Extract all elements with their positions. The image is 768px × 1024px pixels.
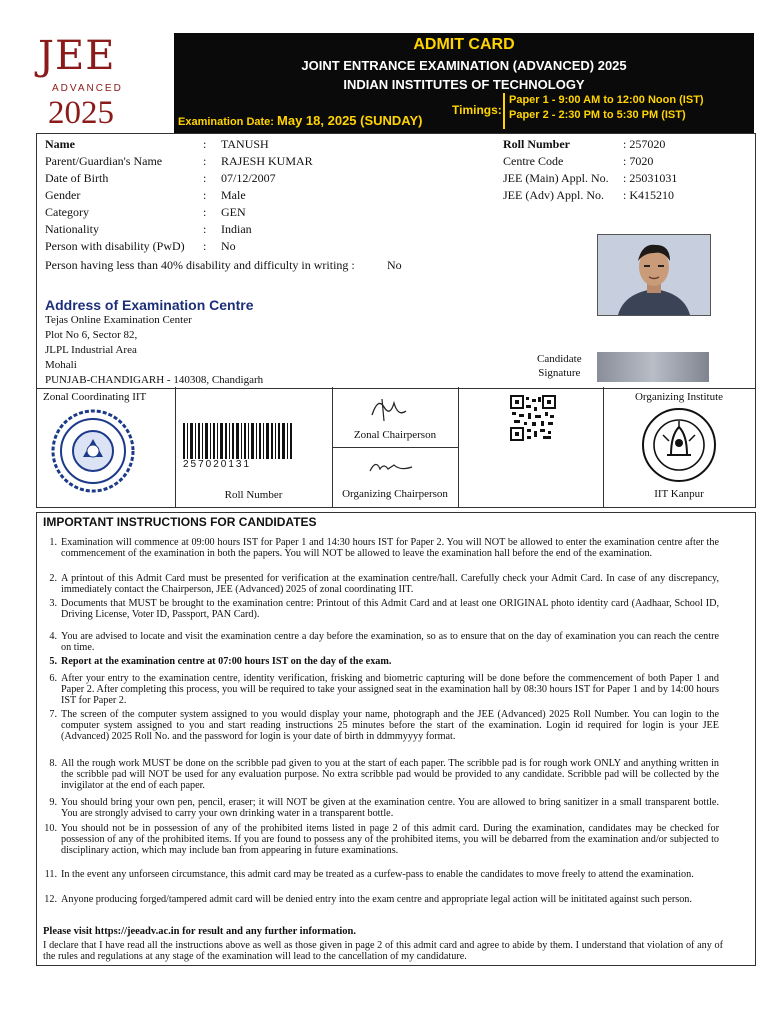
person-photo-icon [598, 235, 710, 315]
qr-code-icon [510, 395, 556, 441]
category-label: Category [45, 205, 89, 219]
instruction-item: 5. Report at the examination centre at 07:00 hours IST on the day of the exam. [49, 656, 392, 667]
exam-name: JOINT ENTRANCE EXAMINATION (ADVANCED) 2025 [301, 58, 627, 73]
colon: : [203, 171, 207, 185]
jee-adv-appl-value: : K415210 [623, 188, 674, 202]
exam-date [178, 113, 423, 128]
instruction-item: 2. A printout of this Admit Card must be presented for verification at the examination centre/hall. Carefully check your Admit Card. In case of any discrepancy, immediately contact the Chairperson, JEE (Advanced) 2025 of zonal coordinating IIT. [49, 573, 719, 595]
address-line: Tejas Online Examination Center [45, 314, 192, 326]
visit-website-line: Please visit https://jeeadv.ac.in for result and any further information. [43, 926, 356, 937]
candidate-details [36, 133, 756, 389]
institutes-name: INDIAN INSTITUTES OF TECHNOLOGY [343, 77, 585, 92]
jee-main-appl-label: JEE (Main) Appl. No. [503, 171, 609, 185]
category-value: GEN [221, 205, 246, 219]
instruction-item: 4. You are advised to locate and visit the examination centre a day before the examination, so as to ensure that on the day of examination you can reach the centre on time. [49, 631, 719, 653]
zonal-iit-label: Zonal Coordinating IIT [43, 391, 147, 403]
barcode-icon [183, 423, 293, 459]
centre-code-value: : 7020 [623, 154, 654, 168]
dob-value: 07/12/2007 [221, 171, 276, 185]
writing-difficulty-value: No [387, 258, 402, 272]
pwd-value: No [221, 239, 236, 253]
colon: : [203, 154, 207, 168]
authority-row [36, 387, 756, 508]
instructions-title: IMPORTANT INSTRUCTIONS FOR CANDIDATES [43, 515, 317, 529]
instructions-section [36, 512, 756, 966]
roll-value: : 257020 [623, 137, 666, 151]
roll-barcode-cell [175, 387, 333, 507]
qr-code-cell [458, 387, 604, 507]
colon: : [203, 205, 207, 219]
jee-main-appl-value: : 25031031 [623, 171, 678, 185]
declaration-text: I declare that I have read all the instructions above as well as those given in page 2 of this admit card and agree to abide by them. I understand that violation of any of the rules and regulations at any stage of the examination will lead to the cancellation of my candidature. [43, 940, 723, 962]
candidate-signature-label [537, 352, 582, 380]
parent-value: RAJESH KUMAR [221, 154, 313, 168]
organizing-chairperson-signature-icon [368, 457, 414, 477]
candidate-signature [597, 352, 709, 382]
logo-advanced-text: ADVANCED [52, 83, 123, 94]
iit-ropar-seal-icon [51, 409, 135, 493]
paper2-timing: Paper 2 - 2:30 PM to 5:30 PM (IST) [509, 109, 686, 121]
address-line: Mohali [45, 359, 77, 371]
nationality-label: Nationality [45, 222, 99, 236]
iit-kanpur-seal-icon [641, 407, 717, 483]
nationality-value: Indian [221, 222, 252, 236]
admit-card-title: ADMIT CARD [413, 36, 515, 53]
signature-label-text: Candidate Signature [537, 353, 582, 379]
organizing-institute-cell [603, 387, 755, 507]
instruction-item: 9. You should bring your own pen, pencil, eraser; it will NOT be given at the examination centre. You are allowed to bring sanitizer in a small transparent bottle. You are strongly advised to carry your own drinking water in a transparent bottle. [49, 797, 719, 819]
roll-label: Roll Number [503, 137, 570, 151]
address-line: Plot No 6, Sector 82, [45, 329, 138, 341]
exam-date-label: Examination Date: [178, 116, 274, 128]
logo-year-text: 2025 [48, 95, 114, 131]
signatures-cell [332, 387, 459, 507]
header-bar [174, 33, 754, 133]
exam-centre-heading: Address of Examination Centre [45, 297, 254, 313]
timings-label: Timings: [452, 103, 502, 117]
candidate-photo [597, 234, 711, 316]
instruction-item: 11. In the event any unforseen circumstance, this admit card may be treated as a curfew-pass to enable the candidates to move freely to attend the examination. [44, 869, 694, 880]
centre-code-label: Centre Code [503, 154, 564, 168]
zonal-iit-cell [37, 387, 176, 507]
name-value: TANUSH [221, 137, 269, 151]
roll-number-caption: Roll Number [224, 489, 283, 501]
address-line: PUNJAB-CHANDIGARH - 140308, Chandigarh [45, 374, 264, 386]
instruction-item: 10. You should not be in possession of any of the prohibited items listed in page 2 of this admit card. During the examination, candidates may be checked for possession of any of the prohibited items. If you are found to possess any of the prohibited items, you will be debarred from the examination and/or subjected to disciplinary action, which may include ban from appearing in future examinations. [44, 823, 719, 856]
colon: : [203, 222, 207, 236]
instruction-item: 12. Anyone producing forged/tampered admit card will be denied entry into the exam centre and appropriate legal action will be inititated against such person. [44, 894, 692, 905]
timings-box [503, 93, 753, 129]
exam-date-value: May 18, 2025 (SUNDAY) [277, 113, 423, 128]
colon: : [203, 188, 207, 202]
instruction-item: 7. The screen of the computer system assigned to you would display your name, photograph and the JEE (Advanced) 2025 Roll Number. You can login to the computer system assigned to you and start reading instructions 25 minutes before the start of the examination. Login id required for login is your JEE (Advanced) 2025 Roll No. and the password for login is your date of birth in ddmmyyyy format. [49, 709, 719, 742]
parent-label: Parent/Guardian's Name [45, 154, 163, 168]
instruction-item: 1. Examination will commence at 09:00 hours IST for Paper 1 and 14:30 hours IST for Paper 2. You will NOT be allowed to enter the examination centre after the commencement of the examination in both the papers. You will NOT be allowed to leave the examination hall before the end of the examination. [49, 537, 719, 559]
paper1-timing: Paper 1 - 9:00 AM to 12:00 Noon (IST) [509, 94, 704, 106]
instruction-item: 6. After your entry to the examination centre, identity verification, frisking and biometric capturing will be done before the commencement of both Paper 1 and Paper 2. After completing this process, you will be required to take your assigned seat in the examination hall by 08:30 hours IST for Paper 1 and by 14:00 hours IST for Paper 2. [49, 673, 719, 706]
instruction-item: 8. All the rough work MUST be done on the scribble pad given to you at the start of each paper. The scribble pad is for rough work ONLY and anything written in the scribble pad will NOT be used for any evaluation purpose. No extra scribble pad would be provided to any candidate. Scribble pad will be collected by the invigilator at the end of each paper. [49, 758, 719, 791]
organizing-institute-label: Organizing Institute [634, 391, 724, 403]
jee-advanced-logo [34, 33, 174, 133]
organizing-chairperson-label: Organizing Chairperson [342, 488, 448, 500]
colon: : [203, 239, 207, 253]
logo-jee-text: JEE [38, 33, 116, 79]
address-line: JLPL Industrial Area [45, 344, 137, 356]
pwd-label: Person with disability (PwD) [45, 239, 185, 253]
writing-difficulty-label: Person having less than 40% disability and difficulty in writing : [45, 258, 355, 272]
gender-value: Male [221, 188, 246, 202]
gender-label: Gender [45, 188, 81, 202]
dob-label: Date of Birth [45, 171, 109, 185]
iit-kanpur-label: IIT Kanpur [654, 488, 704, 500]
barcode-number: 257020131 [183, 459, 252, 470]
divider [332, 447, 458, 448]
zonal-chairperson-signature-icon [368, 393, 410, 423]
zonal-chairperson-label: Zonal Chairperson [353, 429, 437, 441]
jee-adv-appl-label: JEE (Adv) Appl. No. [503, 188, 604, 202]
instruction-item: 3. Documents that MUST be brought to the examination centre: Printout of this Admit Card and at least one ORIGINAL photo identity card (Aadhaar, School ID, Driving License, Voter ID, Passport, PAN Card). [49, 598, 719, 620]
colon: : [203, 137, 207, 151]
name-label: Name [45, 137, 75, 151]
